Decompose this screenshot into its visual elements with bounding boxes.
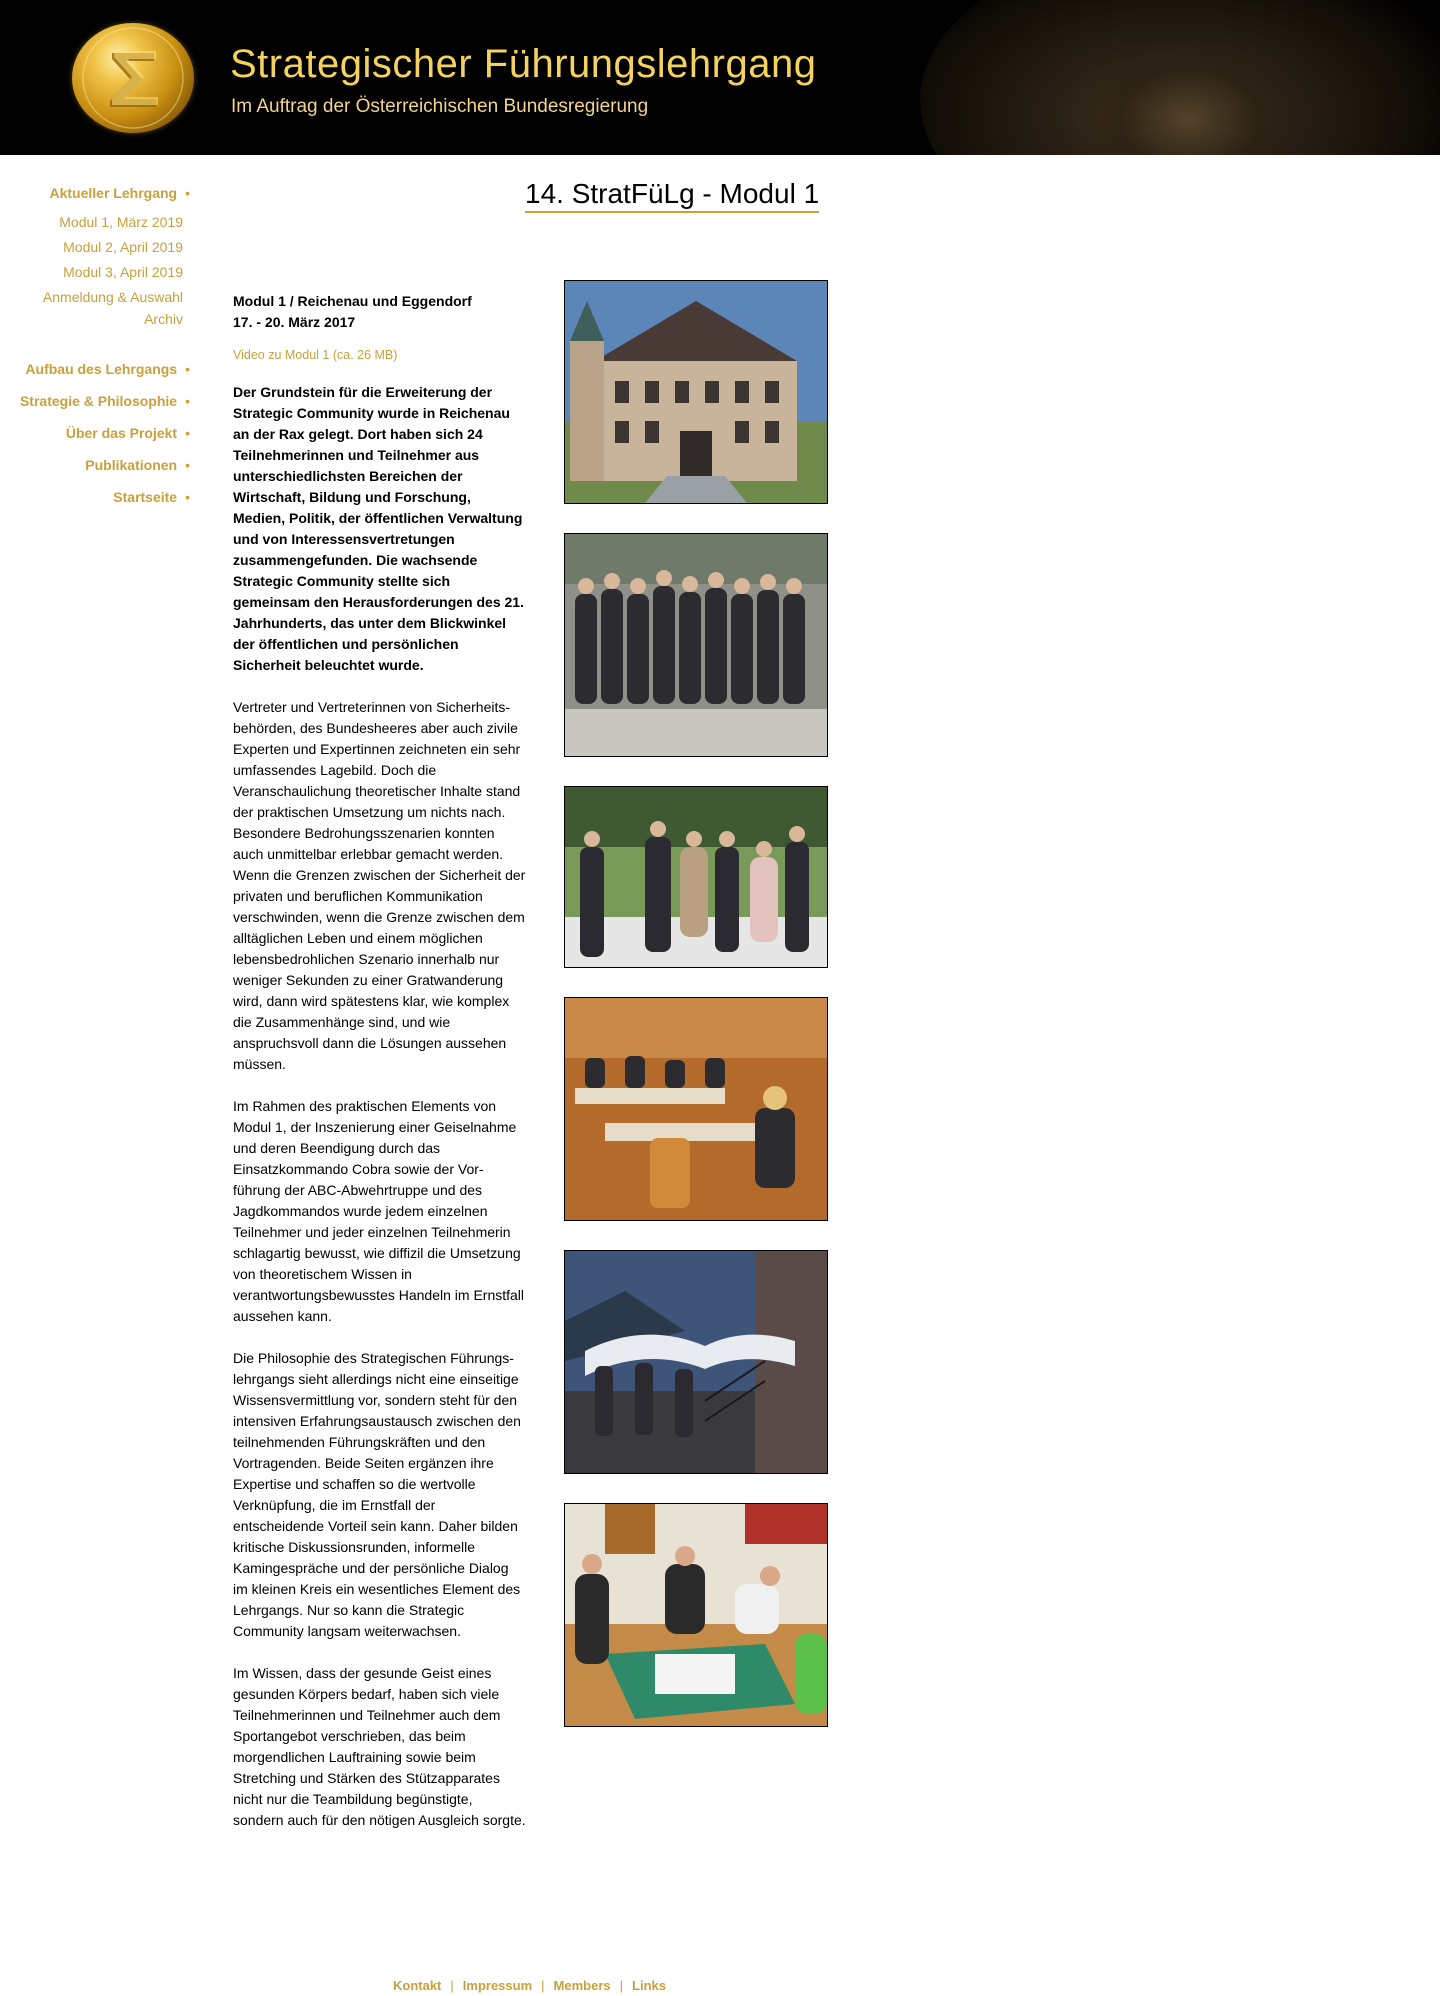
- nav-item-label: Publikationen: [85, 457, 178, 473]
- nav-subitem-archiv[interactable]: Archiv: [144, 311, 183, 327]
- footer-link-links[interactable]: Links: [632, 1978, 666, 1993]
- nav-item-label: Strategie & Philosophie: [19, 393, 178, 409]
- nav-subitem-modul-2[interactable]: Modul 2, April 2019: [63, 239, 183, 255]
- nav-item-ueber-das-projekt[interactable]: [66, 425, 200, 441]
- nav-item-startseite[interactable]: [113, 489, 200, 505]
- nav-item-publikationen[interactable]: [85, 457, 200, 473]
- nav-subitem-anmeldung[interactable]: Anmeldung & Auswahl: [42, 289, 183, 305]
- footer-separator: |: [619, 1978, 624, 1993]
- footer-separator: |: [450, 1978, 454, 1993]
- photo-castle[interactable]: [564, 280, 828, 504]
- photo-outdoor-discussion[interactable]: [564, 786, 828, 968]
- nav-item-label: Über das Projekt: [65, 425, 178, 441]
- nav-item-aufbau[interactable]: [25, 361, 200, 377]
- nav-subitem-modul-1[interactable]: Modul 1, März 2019: [59, 214, 183, 230]
- paragraph: Die Philosophie des Strategischen Führungs-lehrgangs sieht allerdings nicht eine einseitige Wissensvermittlung vor, sondern steht für den intensiven Erfahrungsaustausch zwischen den teilnehmenden Führungskräften und den Vortragenden. Beide Seiten ergänzen ihre Expertise und schaffen so die wertvolle Verknüpfung, die im Ernstfall der entscheidende Vorteil sein kann. Daher bilden kritische Diskussionsrunden, informelle Kamingespräche und der persönliche Dialog im kleinen Kreis ein wesentliches Element des Lehrgangs. Nur so kann die Strategic Community langsam weiterwachsen.: [233, 1350, 521, 1639]
- video-link[interactable]: Video zu Modul 1 (ca. 26 MB): [233, 348, 398, 362]
- site-header: [0, 0, 1440, 155]
- main-content: [233, 291, 526, 1852]
- nav-item-aktueller-lehrgang[interactable]: [50, 185, 201, 201]
- logo-icon[interactable]: [72, 23, 194, 133]
- bullet-icon: •: [185, 185, 190, 201]
- nav-item-label: Startseite: [113, 489, 178, 505]
- lead-paragraph: Der Grundstein für die Erweiterung der Strategic Community wurde in Reichenau an der Rax gelegt. Dort haben sich 24 Teilnehmerinnen und Teilnehmer aus unterschiedlichsten Bereichen der Wirtschaft, Bildung und Forschung, Medien, Politik, der öffentlichen Verwaltung und von Interessensvertretungen zusammengefunden. Die wachsende Strategic Community stellte sich gemeinsam den Herausforderungen des 21. Jahrhunderts, das unter dem Blickwinkel der öffentlichen und persönlichen Sicherheit beleuchtet wurde.: [233, 384, 524, 673]
- nav-item-strategie[interactable]: [20, 393, 200, 409]
- module-heading: Modul 1 / Reichenau und Eggendorf: [233, 293, 472, 309]
- footer-link-members[interactable]: Members: [553, 1978, 611, 1993]
- paragraph: Im Wissen, dass der gesunde Geist eines gesunden Körpers bedarf, haben sich viele Teilnehmerinnen und Teilnehmer auch dem Sportangebot verschrieben, das beim morgendlichen Lauftraining sowie beim Stretching und Stärken des Stützapparates nicht nur die Teambildung begünstigte, sondern auch für den nötigen Ausgleich sorgte.: [233, 1665, 526, 1828]
- bullet-icon: •: [185, 489, 190, 505]
- photo-group[interactable]: [564, 533, 828, 757]
- nav-item-label: Aktueller Lehrgang: [49, 185, 178, 201]
- paragraph: Im Rahmen des praktischen Elements von Modul 1, der Inszenierung einer Geiselnahme und deren Beendigung durch das Einsatzkommando Cobra sowie der Vor-führung der ABC-Abwehrtruppe und des Jagdkommandos wurde jedem einzelnen Teilnehmer und jeder einzelnen Teilnehmerin schlagartig bewusst, wie diffizil die Umsetzung von theoretischem Wissen in verantwortungsbewusstes Handeln im Ernstfall aussehen kann.: [233, 1098, 525, 1324]
- bullet-icon: •: [185, 457, 190, 473]
- nav-item-label: Aufbau des Lehrgangs: [25, 361, 178, 377]
- photo-evening-exercise[interactable]: [564, 1250, 828, 1474]
- bullet-icon: •: [185, 425, 190, 441]
- site-title: Strategischer Führungslehrgang: [230, 42, 817, 86]
- site-subtitle: Im Auftrag der Österreichischen Bundesregierung: [231, 96, 649, 117]
- footer-link-kontakt[interactable]: Kontakt: [393, 1978, 442, 1993]
- paragraph: Vertreter und Vertreterinnen von Sicherheits-behörden, des Bundesheeres aber auch zivile Experten und Expertinnen zeichneten ein sehr umfassendes Lagebild. Doch die Veranschaulichung theoretischer Inhalte stand der praktischen Umsetzung um nichts nach. Besondere Bedrohungsszenarien konnten auch unmittelbar erlebbar gemacht werden. Wenn die Grenzen zwischen der Sicherheit der privaten und beruflichen Kommunikation verschwinden, wenn die Grenze zwischen dem alltäglichen Leben und einem möglichen lebensbedrohlichen Szenario innerhalb nur weniger Sekunden zu einer Gratwanderung wird, dann wird spätestens klar, wie komplex die Zusammenhänge sind, und wie anspruchsvoll dann die Lösungen aussehen müssen.: [233, 699, 526, 1072]
- page-title: 14. StratFüLg - Modul 1: [525, 177, 819, 213]
- bullet-icon: •: [185, 361, 190, 377]
- photo-stretching[interactable]: [564, 1503, 828, 1727]
- bullet-icon: •: [185, 393, 190, 409]
- photo-seminar-room[interactable]: [564, 997, 828, 1221]
- nav-subitem-modul-3[interactable]: Modul 3, April 2019: [63, 264, 183, 280]
- footer-link-impressum[interactable]: Impressum: [462, 1978, 533, 1993]
- module-dates: 17. - 20. März 2017: [233, 314, 356, 330]
- footer-separator: |: [541, 1978, 545, 1993]
